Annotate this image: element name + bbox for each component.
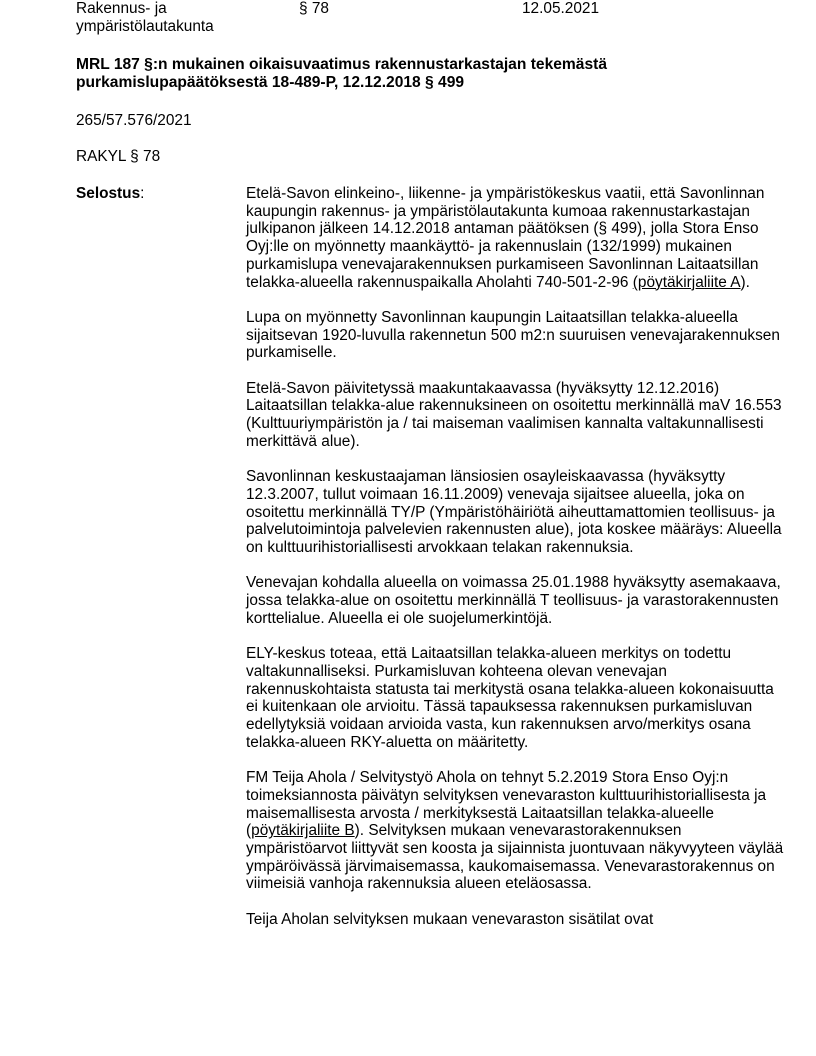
attachment-link-a[interactable]: pöytäkirjaliite A	[637, 273, 741, 291]
paragraph: Lupa on myönnetty Savonlinnan kaupungin Laitaatsillan telakka-alueella sijaitsevan 1920-luvulla rakennetun 500 m2:n suuruisen venevajarakennuksen purkamiselle.	[246, 308, 780, 362]
attachment-link-b[interactable]: pöytäkirjaliite B	[251, 822, 355, 840]
paragraph: ELY-keskus toteaa, että Laitaatsillan telakka-alueen merkitys on todettu valtakunnalliseksi. Purkamisluvan kohteena olevan venevajan rakennuskohtaista statusta tai merkitystä osana telakka-alueen kokonaisuutta ei kuitenkaan ole arvioitu. Tässä tapauksessa rakennuksen purkamisluvan edellytyksiä voidaan arvioida vasta, kun rakennuksen arvo/merkitys osana telakka-alueen RKY-aluetta on määritetty.	[246, 645, 774, 751]
header-date: 12.05.2021	[522, 0, 600, 17]
paragraph	[246, 185, 786, 291]
paragraph: Etelä-Savon päivitetyssä maakuntakaavassa (hyväksytty 12.12.2016) Laitaatsillan telakka-alue rakennuksineen on osoitettu merkinnällä maV 16.553 (Kulttuuriympäristön ja / tai maiseman vaalimisen kannalta valtakunnallisesti merkittävä alue).	[246, 379, 782, 450]
header-section-number: § 78	[299, 0, 329, 17]
diary-number: 265/57.576/2021	[76, 112, 192, 129]
section-body	[246, 185, 786, 946]
section-reference: RAKYL § 78	[76, 148, 161, 165]
attachment-link-a-open: (	[632, 273, 638, 291]
header-organization: Rakennus- ja ympäristölautakunta	[76, 0, 214, 35]
paragraph	[246, 769, 786, 893]
attachment-link-a-close: ).	[740, 273, 750, 291]
document-title: MRL 187 §:n mukainen oikaisuvaatimus rakennustarkastajan tekemästä purkamislupapäätöksestä 18-489-P, 12.12.2018 § 499	[76, 56, 607, 91]
paragraph: Savonlinnan keskustaajaman länsiosien osayleiskaavassa (hyväksytty 12.3.2007, tullut voimaan 16.11.2009) venevaja sijaitsee alueella, joka on osoitettu merkinnällä TY/P (Ympäristöhäiriötä aiheuttamattomien teollisuus- ja palvelutoimintoja palvelevien rakennusten alue), jota koskee määräys: Alueella on kulttuurihistoriallisesti arvokkaan telakan rakennuksia.	[246, 468, 782, 557]
section-label-colon: :	[140, 185, 145, 202]
paragraph: Teija Aholan selvityksen mukaan venevaraston sisätilat ovat	[246, 910, 654, 928]
paragraph-text: Etelä-Savon elinkeino-, liikenne- ja ympäristökeskus vaatii, että Savonlinnan kaupungin rakennus- ja ympäristölautakunta kumoaa rakennustarkastajan julkipanon jälkeen 14.12.2018 antaman päätöksen (§ 499), jolla Stora Enso Oyj:lle on myönnetty maankäyttö- ja rakennuslain (132/1999) mukainen purkamislupa venevajarakennuksen purkamiseen Savonlinnan Laitaatsillan telakka-alueella rakennuspaikalla Aholahti 740-501-2-96	[246, 185, 765, 291]
paragraph-text: ). Selvityksen mukaan venevarastorakennuksen ympäristöarvot liittyvät sen koosta ja sijainnista juontuvaan näkyvyyteen väylää ympäröivässä järvimaisemassa, kaukomaisemassa. Venevarastorakennus on viimeisiä vanhoja rakennuksia alueen eteläosassa.	[246, 822, 784, 893]
section-label	[76, 185, 144, 203]
paragraph: Venevajan kohdalla alueella on voimassa 25.01.1988 hyväksytty asemakaava, jossa telakka-alue on osoitettu merkinnällä T teollisuus- ja varastorakennusten korttelialue. Alueella ei ole suojelumerkintöjä.	[246, 574, 781, 627]
paragraph-text: FM Teija Ahola / Selvitystyö Ahola on tehnyt 5.2.2019 Stora Enso Oyj:n toimeksiannosta päivätyn selvityksen venevaraston kulttuurihistoriallisesta ja maisemallisesta arvosta / merkityksestä Laitaatsillan telakka-alueelle (	[246, 769, 767, 840]
section-label-text: Selostus	[76, 185, 141, 202]
